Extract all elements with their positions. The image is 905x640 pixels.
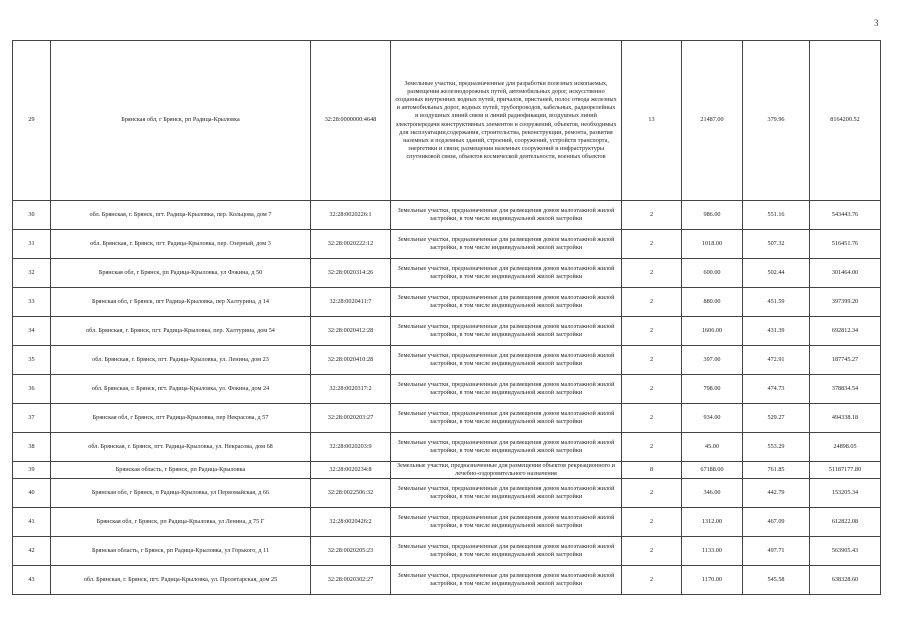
row-number-cell: 42 — [13, 537, 51, 566]
cadastral-number-cell: 32:28:0020410:28 — [311, 346, 391, 375]
address-cell: обл. Брянская, г. Брянск, пгт. Радица-Крыловка, пер. Кольцова, дом 7 — [51, 201, 311, 230]
table-row — [13, 537, 881, 566]
specific-value-cell: 529.27 — [743, 404, 810, 433]
cadastral-value-cell: 612822.08 — [810, 508, 881, 537]
cadastral-value-cell: 397399.20 — [810, 288, 881, 317]
cadastral-number-cell: 32:28:0020226:1 — [311, 201, 391, 230]
area-cell: 934.00 — [682, 404, 743, 433]
group-number-cell: 2 — [622, 479, 682, 508]
group-number-cell: 8 — [622, 462, 682, 479]
area-cell: 600.00 — [682, 259, 743, 288]
address-cell: обл. Брянская, г. Брянск, пгт. Радица-Крыловка, ул. Фокина, дом 24 — [51, 375, 311, 404]
area-cell: 1170.00 — [682, 566, 743, 595]
cadastral-value-cell: 187745.27 — [810, 346, 881, 375]
land-purpose-cell: Земельные участки, предназначенные для размещения домов малоэтажной жилой застройки, в том числе индивидуальной жилой застройки — [391, 288, 622, 317]
specific-value-cell: 451.59 — [743, 288, 810, 317]
group-number-cell: 2 — [622, 375, 682, 404]
specific-value-cell: 379.96 — [743, 41, 810, 201]
cadastral-value-cell: 301464.00 — [810, 259, 881, 288]
table-row — [13, 433, 881, 462]
cadastral-number-cell: 32:28:0020412:28 — [311, 317, 391, 346]
land-purpose-cell: Земельные участки, предназначенные для размещения домов малоэтажной жилой застройки, в том числе индивидуальной жилой застройки — [391, 230, 622, 259]
cadastral-number-cell: 32:28:0020234:8 — [311, 462, 391, 479]
group-number-cell: 2 — [622, 508, 682, 537]
row-number-cell: 36 — [13, 375, 51, 404]
group-number-cell: 2 — [622, 433, 682, 462]
address-cell: Брянская обл, г Брянск, рп Радица-Крыловка, ул Ленина, д 75 Г — [51, 508, 311, 537]
table-row — [13, 201, 881, 230]
address-cell: Брянская обл, г Брянск, пгт Радица-Крыловка, пер Халтурина, д 14 — [51, 288, 311, 317]
group-number-cell: 13 — [622, 41, 682, 201]
specific-value-cell: 472.91 — [743, 346, 810, 375]
land-purpose-cell: Земельные участки, предназначенные для размещения домов малоэтажной жилой застройки, в том числе индивидуальной жилой застройки — [391, 346, 622, 375]
table-row — [13, 375, 881, 404]
specific-value-cell: 545.58 — [743, 566, 810, 595]
area-cell: 1018.00 — [682, 230, 743, 259]
address-cell: Брянская область, г Брянск, рп Радица-Крыловка, ул Горького, д 11 — [51, 537, 311, 566]
cadastral-number-cell: 32:28:0020205:23 — [311, 537, 391, 566]
cadastral-value-cell: 378834.54 — [810, 375, 881, 404]
land-purpose-cell: Земельные участки, предназначенные для размещения домов малоэтажной жилой застройки, в том числе индивидуальной жилой застройки — [391, 508, 622, 537]
group-number-cell: 2 — [622, 317, 682, 346]
group-number-cell: 2 — [622, 230, 682, 259]
specific-value-cell: 507.32 — [743, 230, 810, 259]
land-purpose-cell: Земельные участки, предназначенные для размещения домов малоэтажной жилой застройки, в том числе индивидуальной жилой застройки — [391, 375, 622, 404]
specific-value-cell: 502.44 — [743, 259, 810, 288]
table-row — [13, 508, 881, 537]
cadastral-value-cell: 543443.76 — [810, 201, 881, 230]
row-number-cell: 30 — [13, 201, 51, 230]
specific-value-cell: 474.73 — [743, 375, 810, 404]
row-number-cell: 31 — [13, 230, 51, 259]
land-purpose-cell: Земельные участки, предназначенные для разработки полезных ископаемых, размещения железнодорожных путей, автомобильных дорог, искусственно созданных внутренних водных путей, причалов, пристаней, полос отвода железных и автомобильных дорог, водных путей, трубопроводов, кабельных, радиорелейных и воздушных линий связи и линий радиофикации, воздушных линий электропередачи конструктивных элементов и сооружений, объектов, необходимых для эксплуатации,содержания, строительства, реконструкции, ремонта, развития наземных и подземных зданий, строений, сооружений, устройств транспорта, энергетики и связи; размещения наземных сооружений и инфраструктуры спутниковой связи, объектов космической деятельности, военных объектов — [391, 41, 622, 201]
group-number-cell: 2 — [622, 537, 682, 566]
row-number-cell: 41 — [13, 508, 51, 537]
row-number-cell: 43 — [13, 566, 51, 595]
area-cell: 67188.00 — [682, 462, 743, 479]
cadastral-value-cell: 153205.34 — [810, 479, 881, 508]
land-purpose-cell: Земельные участки, предназначенные для размещения домов малоэтажной жилой застройки, в том числе индивидуальной жилой застройки — [391, 537, 622, 566]
cadastral-number-cell: 32:28:0020411:7 — [311, 288, 391, 317]
address-cell: Брянская обл, г Брянск, рп Радица-Крыловка — [51, 41, 311, 201]
address-cell: Брянская обл, г Брянск, пгт Радица-Крыловка, пер Некрасова, д 57 — [51, 404, 311, 433]
group-number-cell: 2 — [622, 201, 682, 230]
parcels-table — [12, 40, 881, 595]
area-cell: 880.00 — [682, 288, 743, 317]
table-row — [13, 404, 881, 433]
specific-value-cell: 442.79 — [743, 479, 810, 508]
area-cell: 1312.00 — [682, 508, 743, 537]
table-row — [13, 479, 881, 508]
specific-value-cell: 551.16 — [743, 201, 810, 230]
address-cell: обл. Брянская, г. Брянск, пгт. Радица-Крыловка, ул. Некрасова, дом 68 — [51, 433, 311, 462]
land-purpose-cell: Земельные участки, предназначенные для размещения домов малоэтажной жилой застройки, в том числе индивидуальной жилой застройки — [391, 317, 622, 346]
group-number-cell: 2 — [622, 346, 682, 375]
specific-value-cell: 497.71 — [743, 537, 810, 566]
page-number: 3 — [874, 18, 879, 28]
cadastral-number-cell: 32:28:0000000:4648 — [311, 41, 391, 201]
address-cell: Брянская область, г Брянск, рп Радица-Крыловка — [51, 462, 311, 479]
row-number-cell: 29 — [13, 41, 51, 201]
table-row — [13, 41, 881, 201]
group-number-cell: 2 — [622, 259, 682, 288]
address-cell: Брянская обл, г Брянск, п Радица-Крыловка, ул Первомайская, д 66 — [51, 479, 311, 508]
group-number-cell: 2 — [622, 288, 682, 317]
table-row — [13, 317, 881, 346]
cadastral-value-cell: 24898.05 — [810, 433, 881, 462]
cadastral-number-cell: 32:28:0020314:26 — [311, 259, 391, 288]
table-row — [13, 346, 881, 375]
row-number-cell: 35 — [13, 346, 51, 375]
land-purpose-cell: Земельные участки, предназначенные для размещения домов малоэтажной жилой застройки, в том числе индивидуальной жилой застройки — [391, 433, 622, 462]
cadastral-value-cell: 563905.43 — [810, 537, 881, 566]
row-number-cell: 37 — [13, 404, 51, 433]
cadastral-number-cell: 32:28:0020317:2 — [311, 375, 391, 404]
table-row — [13, 288, 881, 317]
row-number-cell: 32 — [13, 259, 51, 288]
area-cell: 397.00 — [682, 346, 743, 375]
land-purpose-cell: Земельные участки, предназначенные для размещения домов малоэтажной жилой застройки, в том числе индивидуальной жилой застройки — [391, 479, 622, 508]
cadastral-value-cell: 51187177.80 — [810, 462, 881, 479]
area-cell: 1606.00 — [682, 317, 743, 346]
cadastral-number-cell: 32:28:0020203:9 — [311, 433, 391, 462]
area-cell: 986.00 — [682, 201, 743, 230]
table-row — [13, 259, 881, 288]
land-purpose-cell: Земельные участки, предназначенные для размещения домов малоэтажной жилой застройки, в том числе индивидуальной жилой застройки — [391, 566, 622, 595]
address-cell: обл. Брянская, г. Брянск, пгт. Радица-Крыловка, пер. Халтурина, дом 54 — [51, 317, 311, 346]
cadastral-value-cell: 638328.60 — [810, 566, 881, 595]
specific-value-cell: 761.85 — [743, 462, 810, 479]
row-number-cell: 39 — [13, 462, 51, 479]
specific-value-cell: 553.29 — [743, 433, 810, 462]
land-purpose-cell: Земельные участки, предназначенные для размещения домов малоэтажной жилой застройки, в том числе индивидуальной жилой застройки — [391, 259, 622, 288]
cadastral-number-cell: 32:28:0020203:27 — [311, 404, 391, 433]
area-cell: 346.00 — [682, 479, 743, 508]
area-cell: 45.00 — [682, 433, 743, 462]
address-cell: обл. Брянская, г. Брянск, пгт. Радица-Крыловка, пер. Озерный, дом 3 — [51, 230, 311, 259]
group-number-cell: 2 — [622, 404, 682, 433]
specific-value-cell: 467.09 — [743, 508, 810, 537]
cadastral-value-cell: 692812.34 — [810, 317, 881, 346]
row-number-cell: 33 — [13, 288, 51, 317]
row-number-cell: 40 — [13, 479, 51, 508]
area-cell: 798.00 — [682, 375, 743, 404]
group-number-cell: 2 — [622, 566, 682, 595]
row-number-cell: 38 — [13, 433, 51, 462]
table-row — [13, 462, 881, 479]
land-purpose-cell: Земельные участки, предназначенные для размещения объектов рекреационного и лечебно-оздоровительного назначения — [391, 462, 622, 479]
address-cell: Брянская обл, г Брянск, рп Радица-Крыловка, ул Фокина, д 50 — [51, 259, 311, 288]
cadastral-number-cell: 32:28:0020426:2 — [311, 508, 391, 537]
cadastral-number-cell: 32:28:0020222:12 — [311, 230, 391, 259]
cadastral-number-cell: 32:28:0020302:27 — [311, 566, 391, 595]
area-cell: 1133.00 — [682, 537, 743, 566]
area-cell: 21487.00 — [682, 41, 743, 201]
land-purpose-cell: Земельные участки, предназначенные для размещения домов малоэтажной жилой застройки, в том числе индивидуальной жилой застройки — [391, 201, 622, 230]
row-number-cell: 34 — [13, 317, 51, 346]
cadastral-value-cell: 494338.18 — [810, 404, 881, 433]
table-body — [13, 41, 881, 595]
table-row — [13, 230, 881, 259]
address-cell: обл. Брянская, г. Брянск, пгт. Радица-Крыловка, ул. Пролетарская, дом 25 — [51, 566, 311, 595]
land-purpose-cell: Земельные участки, предназначенные для размещения домов малоэтажной жилой застройки, в том числе индивидуальной жилой застройки — [391, 404, 622, 433]
address-cell: обл. Брянская, г. Брянск, пгт. Радица-Крыловка, ул. Ленина, дом 23 — [51, 346, 311, 375]
specific-value-cell: 431.39 — [743, 317, 810, 346]
cadastral-value-cell: 8164200.52 — [810, 41, 881, 201]
cadastral-value-cell: 516451.76 — [810, 230, 881, 259]
table-row — [13, 566, 881, 595]
cadastral-number-cell: 32:28:0022506:32 — [311, 479, 391, 508]
